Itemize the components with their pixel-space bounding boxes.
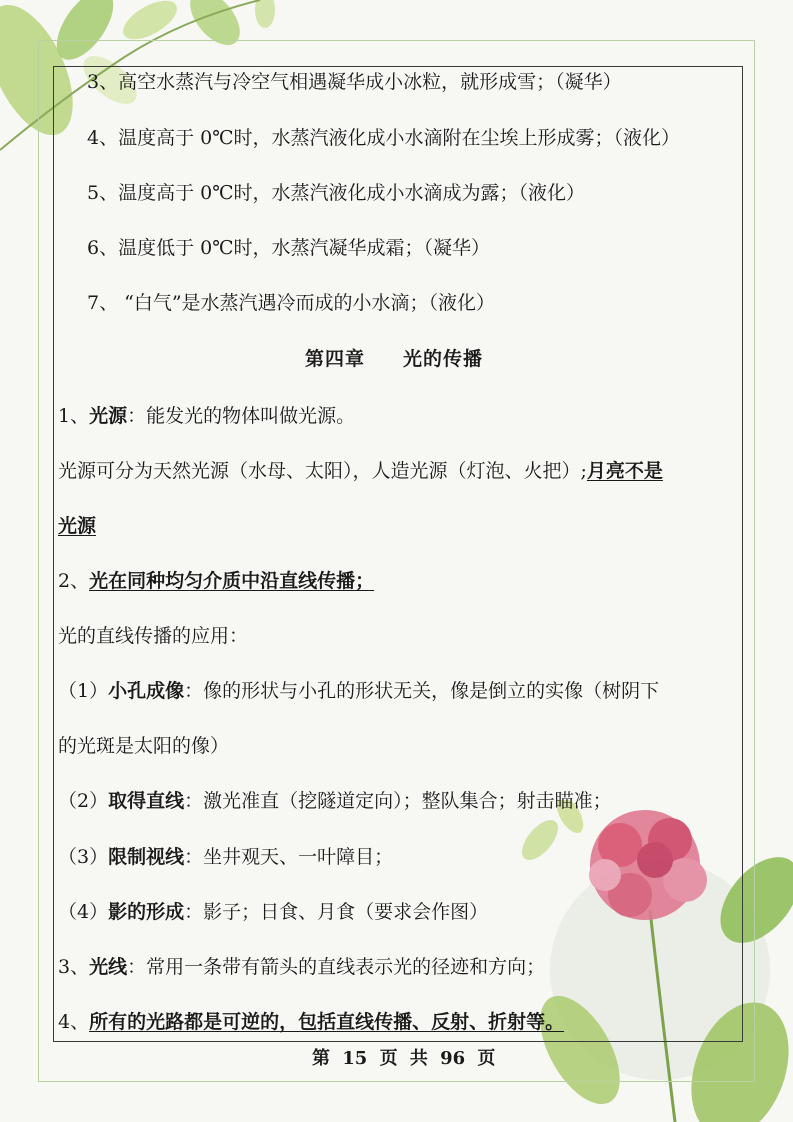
definition-text: ：能发光的物体叫做光源。: [127, 405, 356, 427]
item-number: 3、: [58, 956, 90, 978]
paragraph-light-source-types: [58, 459, 663, 483]
application-shadow: [58, 900, 488, 924]
body-text: 光源可分为天然光源（水母、太阳），人造光源（灯泡、火把）;: [58, 460, 587, 482]
body-text: ：像的形状与小孔的形状无关，像是倒立的实像（树阴下: [184, 680, 660, 702]
list-item-frost: 6、温度低于 0℃时，水蒸汽凝华成霜；（凝华）: [87, 237, 490, 259]
application-straight-line: [58, 789, 612, 813]
term-shadow: 影的形成: [108, 901, 185, 923]
term-straight: 取得直线: [108, 790, 185, 812]
item-number: （2）: [58, 790, 109, 812]
chapter-title: [305, 347, 483, 371]
paragraph-straight-line: [58, 569, 374, 593]
list-item-white-vapor: 7、 “白气”是水蒸汽遇冷而成的小水滴；（液化）: [87, 292, 496, 314]
emphasis-reversible: 所有的光路都是可逆的，包括直线传播、反射、折射等。: [89, 1011, 565, 1033]
emphasis-straight-line: 光在同种均匀介质中沿直线传播；: [89, 570, 375, 592]
paragraph-light-source: [58, 404, 355, 428]
page-inner-border: [53, 66, 743, 1042]
item-number: 2、: [58, 570, 90, 592]
page-footer: 第 15 页 共 96 页: [312, 1048, 496, 1069]
list-item-snow: 3、高空水蒸汽与冷空气相遇凝华成小冰粒，就形成雪；（凝华）: [87, 71, 622, 93]
application-vision: [58, 845, 393, 869]
chapter-name: 光的传播: [403, 348, 484, 370]
chapter-number: 第四章: [305, 348, 366, 370]
item-number: 1、: [58, 405, 90, 427]
item-number: （4）: [58, 901, 109, 923]
item-number: （3）: [58, 846, 109, 868]
application-pinhole-continued: 的光斑是太阳的像）: [58, 735, 230, 757]
body-text: ：激光准直（挖隧道定向）；整队集合；射击瞄准；: [184, 790, 612, 812]
term-vision: 限制视线: [108, 846, 185, 868]
list-item-dew: 5、温度高于 0℃时，水蒸汽液化成小水滴成为露；（液化）: [87, 182, 585, 204]
body-text: ：影子；日食、月食（要求会作图）: [184, 901, 489, 923]
body-text: ：坐井观天、一叶障目；: [184, 846, 394, 868]
item-number: 4、: [58, 1011, 90, 1033]
emphasis-moon: 月亮不是: [586, 460, 663, 482]
list-item-fog: 4、温度高于 0℃时，水蒸汽液化成小水滴附在尘埃上形成雾；（液化）: [87, 127, 680, 149]
paragraph-reversible: [58, 1010, 564, 1034]
paragraph-light-ray: [58, 955, 545, 979]
item-number: （1）: [58, 680, 109, 702]
emphasis-moon-continued: 光源: [58, 515, 97, 537]
term-light-source: 光源: [89, 405, 128, 427]
term-pinhole: 小孔成像: [108, 680, 185, 702]
body-text: ：常用一条带有箭头的直线表示光的径迹和方向；: [127, 956, 546, 978]
application-pinhole: [58, 679, 659, 703]
term-light-ray: 光线: [89, 956, 128, 978]
paragraph-applications: 光的直线传播的应用：: [58, 625, 249, 647]
